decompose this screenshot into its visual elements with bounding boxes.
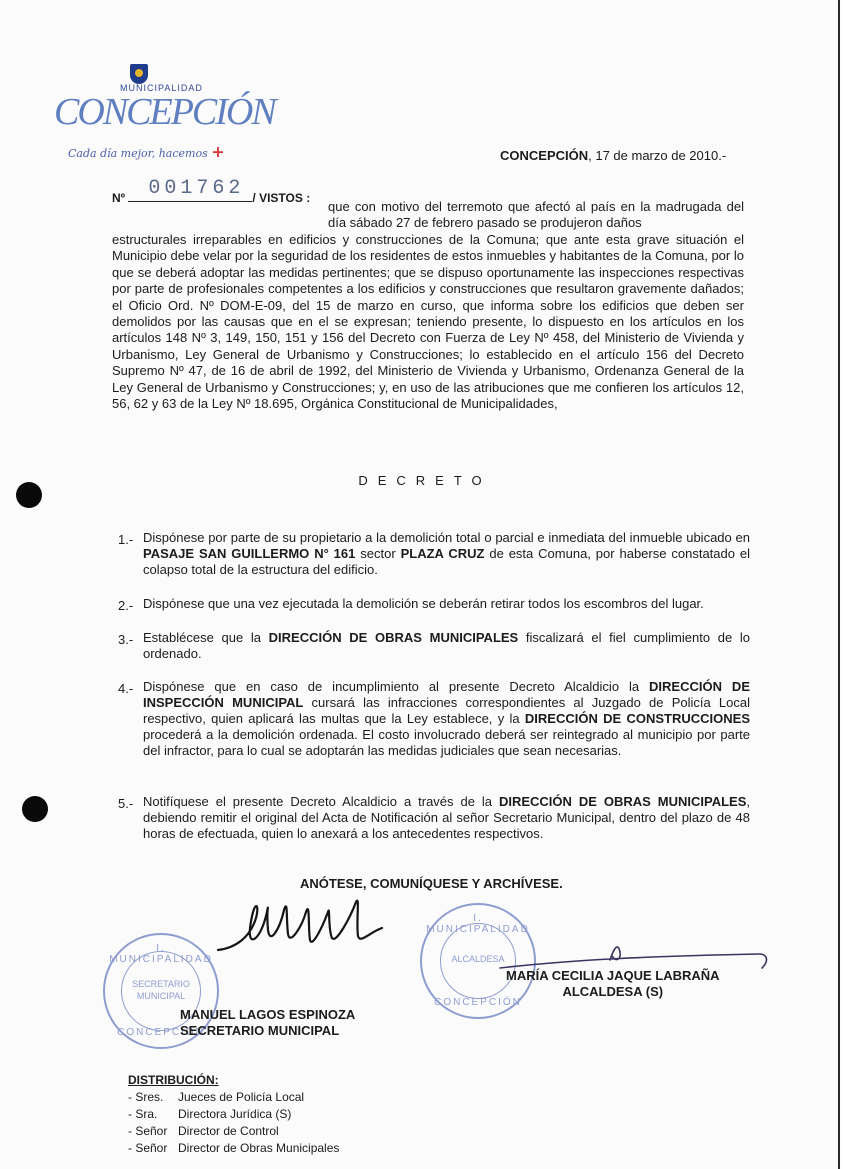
mayor-signature-block [506,968,720,1000]
logo-muni-text: MUNICIPALIDAD [120,83,203,93]
list-item: - Sres. Jueces de Policía Local [128,1090,305,1104]
secretary-name: MANUEL LAGOS ESPINOZA [180,1007,356,1022]
item-number: 1.- [118,532,134,547]
distribution-heading: DISTRIBUCIÓN: [128,1073,219,1087]
decree-item-5 [118,794,750,842]
item-number: 3.- [118,632,134,647]
date-line [500,148,726,163]
item-text: Dispónese por parte de su propietario a la demolición total o parcial e inmediata del inmueble ubicado en PASAJE SAN GUILLERMO N° 161 sector PLAZA CRUZ de esta Comuna, por haberse constatado el colapso total de la estructura del edificio. [143,530,750,577]
mayor-title: ALCALDESA (S) [562,984,664,999]
decree-item-1 [118,530,750,578]
punch-hole-bottom [22,796,48,822]
list-item: - Sra. Directora Jurídica (S) [128,1107,292,1121]
item-number: 2.- [118,598,134,613]
item-number: 4.- [118,681,134,696]
item-text: Dispónese que en caso de incumplimiento al presente Decreto Alcaldicio la DIRECCIÓN DE INSPECCIÓN MUNICIPAL cursará las infracciones correspondientes al Juzgado de Policía Local respectivo, quien aplicará las multas que la Ley establece, y la DIRECCIÓN DE CONSTRUCCIONES procederá a la demolición ordenada. El costo involucrado deberá ser reintegrado al municipio por parte del infractor, para lo cual se adoptarán las medidas judiciales que sean necesarias. [143,679,750,758]
secretary-title: SECRETARIO MUNICIPAL [180,1023,340,1038]
number-stamp: 001762 [148,177,245,200]
logo-tagline: Cada día mejor, hacemos + [68,142,225,161]
city-name: CONCEPCIÓN [500,148,589,163]
decree-item-4 [118,679,750,759]
secretary-signature-block [180,1007,355,1039]
distribution-list [128,1089,339,1157]
decree-number-line [112,177,311,205]
decree-item-2 [118,596,750,612]
list-item: - Señor Director de Control [128,1124,279,1138]
page-margin [842,0,850,1169]
decree-item-3 [118,630,750,662]
mayor-seal: I. MUNICIPALIDAD ALCALDESA CONCEPCIÓN [420,903,536,1019]
item-text: Notifíquese el presente Decreto Alcaldicio a través de la DIRECCIÓN DE OBRAS MUNICIPALES, debiendo remitir el original del Acta de Notificación al señor Secretario Municipal, dentro del plazo de 48 horas de efectuada, quien lo anexará a los antecedentes respectivos. [143,794,750,841]
item-text: Establécese que la DIRECCIÓN DE OBRAS MUNICIPALES fiscalizará el fiel cumplimiento de lo ordenado. [143,630,750,661]
vistos-label: / VISTOS : [252,191,311,205]
coat-of-arms-icon [130,64,148,84]
number-underline [128,177,252,202]
logo-name: CONCEPCIÓN [54,91,275,133]
secretary-seal: I. MUNICIPALIDAD SECRETARIO MUNICIPAL CONCEPCIÓN [103,933,219,1049]
closing-formula: ANÓTESE, COMUNÍQUESE Y ARCHÍVESE. [300,876,563,891]
vistos-body: estructurales irreparables en edificios y construcciones de la Comuna; que ante esta grave situación el Municipio debe velar por la seguridad de los residentes de estos inmuebles y habitantes de la Comuna, por lo que se deberá adoptar las medidas pertinentes; que se dispuso oportunamente las inspecciones respectivas por parte de profesionales competentes a los edificios y construcciones que resultaron gravemente dañados; el Oficio Ord. Nº DOM-E-09, del 15 de marzo en curso, que informa sobre los edificios que deben ser demolidos por las causas que en el se expresan; teniendo presente, lo dispuesto en los artículos en los artículos 148 Nº 3, 149, 150, 151 y 156 del Decreto con Fuerza de Ley Nº 458, del Ministerio de Vivienda y Urbanismo, Ley General de Urbanismo y Construcciones; lo establecido en el artículo 156 del Decreto Supremo Nº 47, de 16 de abril de 1992, del Ministerio de Vivienda y Urbanismo, Ordenanza General de la Ley General de Urbanismo y Construcciones; y, en uso de las atribuciones que me confieren los artículos 12, 56, 62 y 63 de la Ley Nº 18.695, Orgánica Constitucional de Municipalidades, [112,232,744,412]
number-label: Nº [112,191,126,205]
decreto-heading: DECRETO [358,473,492,488]
item-text: Dispónese que una vez ejecutada la demolición se deberán retirar todos los escombros del lugar. [143,596,704,611]
list-item: - Señor Director de Obras Municipales [128,1141,340,1155]
item-number: 5.- [118,796,134,811]
date-text: , 17 de marzo de 2010.- [588,148,727,163]
vistos-first-lines: que con motivo del terremoto que afectó al país en la madrugada del día sábado 27 de febrero pasado se produjeron daños [328,199,744,230]
page-edge-shadow [838,0,840,1169]
municipality-logo [52,60,275,170]
mayor-name: MARÍA CECILIA JAQUE LABRAÑA [506,968,720,983]
secretary-signature [210,888,410,968]
